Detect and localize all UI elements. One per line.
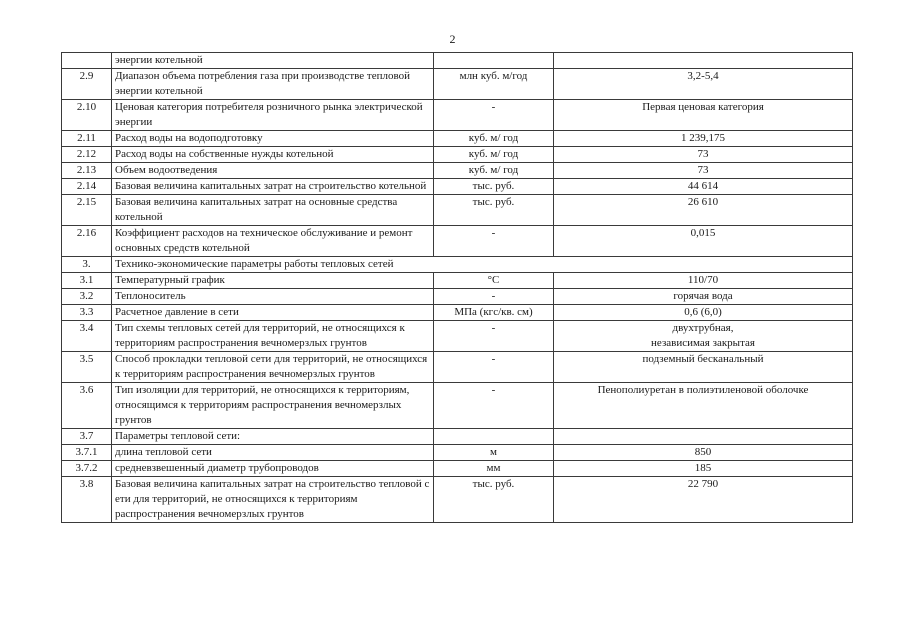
parameter-name: средневзвешенный диаметр трубопроводов — [112, 461, 434, 477]
value-cell — [554, 289, 853, 305]
parameter-name: Температурный график — [112, 273, 434, 289]
value-text: двухтрубная, — [672, 322, 734, 334]
value-cell — [554, 53, 853, 69]
row-number: 2.16 — [62, 226, 112, 257]
value-text-line2: независимая закрытая — [651, 337, 755, 349]
unit-cell: - — [434, 321, 554, 352]
value-cell — [554, 100, 853, 131]
value-cell — [554, 131, 853, 147]
value-text: 850 — [694, 446, 712, 458]
page-number: 2 — [449, 32, 456, 46]
parameter-name: Тип изоляции для территорий, не относящихся к территориям, относящимся к территориям распространения вечномерзлых грунтов — [112, 383, 434, 429]
row-number: 3.4 — [62, 321, 112, 352]
value-text: Первая ценовая категория — [642, 101, 764, 113]
value-cell — [554, 461, 853, 477]
value-text: горячая вода — [673, 290, 733, 302]
parameter-name: Ценовая категория потребителя розничного рынка электрической энергии — [112, 100, 434, 131]
row-number: 2.11 — [62, 131, 112, 147]
row-number: 2.15 — [62, 195, 112, 226]
unit-cell: - — [434, 383, 554, 429]
parameter-name: Способ прокладки тепловой сети для территорий, не относящихся к территориям распространения вечномерзлых грунтов — [112, 352, 434, 383]
table-row — [62, 100, 853, 131]
table-row — [62, 147, 853, 163]
table-row — [62, 69, 853, 100]
row-number: 3.3 — [62, 305, 112, 321]
table-body — [62, 53, 853, 523]
unit-cell — [434, 429, 554, 445]
parameter-name: Базовая величина капитальных затрат на основные средства котельной — [112, 195, 434, 226]
unit-cell: - — [434, 289, 554, 305]
value-cell — [554, 226, 853, 257]
table-row — [62, 445, 853, 461]
value-text: 1 239,175 — [681, 132, 725, 144]
parameter-name: Расход воды на собственные нужды котельной — [112, 147, 434, 163]
parameter-name: Параметры тепловой сети: — [112, 429, 434, 445]
table-row — [62, 131, 853, 147]
section-heading: Технико-экономические параметры работы тепловых сетей — [112, 257, 853, 273]
row-number: 3.2 — [62, 289, 112, 305]
table-row — [62, 383, 853, 429]
row-number: 3.7.1 — [62, 445, 112, 461]
unit-cell: тыс. руб. — [434, 179, 554, 195]
value-cell — [554, 305, 853, 321]
table-row — [62, 53, 853, 69]
unit-cell: °С — [434, 273, 554, 289]
value-text: 22 790 — [687, 478, 719, 490]
table-row — [62, 461, 853, 477]
value-cell — [554, 179, 853, 195]
table-row — [62, 321, 853, 352]
unit-cell — [434, 53, 554, 69]
value-cell — [554, 163, 853, 179]
value-cell — [554, 321, 853, 352]
value-cell — [554, 383, 853, 429]
parameter-name: Объем водоотведения — [112, 163, 434, 179]
parameter-name: Тип схемы тепловых сетей для территорий, не относящихся к территориям распространения вечномерзлых грунтов — [112, 321, 434, 352]
value-text: 0,015 — [690, 227, 716, 239]
unit-cell: млн куб. м/год — [434, 69, 554, 100]
value-text: 0,6 (6,0) — [684, 306, 722, 318]
parameter-name: Коэффициент расходов на техническое обслуживание и ремонт основных средств котельной — [112, 226, 434, 257]
table-row — [62, 352, 853, 383]
value-cell — [554, 273, 853, 289]
unit-cell: МПа (кгс/кв. см) — [434, 305, 554, 321]
row-number: 2.12 — [62, 147, 112, 163]
unit-cell: тыс. руб. — [434, 195, 554, 226]
parameter-name: длина тепловой сети — [112, 445, 434, 461]
row-number: 3.7 — [62, 429, 112, 445]
unit-cell: тыс. руб. — [434, 477, 554, 523]
parameter-name: Диапазон объема потребления газа при производстве тепловой энергии котельной — [112, 69, 434, 100]
value-cell — [554, 195, 853, 226]
unit-cell: м — [434, 445, 554, 461]
parameter-name: Базовая величина капитальных затрат на строительство тепловой с ети для территорий, не относящихся к территориям распространения вечномерзлых грунтов — [112, 477, 434, 523]
value-text: Пенополиуретан в полиэтиленовой оболочке — [597, 384, 809, 396]
table-row — [62, 163, 853, 179]
value-cell — [554, 429, 853, 445]
row-number: 3. — [62, 257, 112, 273]
row-number: 2.13 — [62, 163, 112, 179]
value-text: подземный бесканальный — [642, 353, 764, 365]
table-row — [62, 257, 853, 273]
parameter-name: энергии котельной — [112, 53, 434, 69]
table-row — [62, 179, 853, 195]
table-row — [62, 429, 853, 445]
parameter-name: Базовая величина капитальных затрат на строительство котельной — [112, 179, 434, 195]
unit-cell: куб. м/ год — [434, 147, 554, 163]
table-row — [62, 273, 853, 289]
row-number: 3.6 — [62, 383, 112, 429]
row-number: 2.10 — [62, 100, 112, 131]
value-cell — [554, 477, 853, 523]
value-cell — [554, 69, 853, 100]
value-text: 110/70 — [687, 274, 719, 286]
value-text: 73 — [697, 148, 709, 160]
parameter-name: Расход воды на водоподготовку — [112, 131, 434, 147]
value-text: 44 614 — [687, 180, 719, 192]
parameter-name: Расчетное давление в сети — [112, 305, 434, 321]
table-row — [62, 477, 853, 523]
row-number: 2.9 — [62, 69, 112, 100]
parameter-name: Теплоноситель — [112, 289, 434, 305]
unit-cell: куб. м/ год — [434, 131, 554, 147]
unit-cell: куб. м/ год — [434, 163, 554, 179]
row-number: 3.8 — [62, 477, 112, 523]
table-row — [62, 195, 853, 226]
row-number — [62, 53, 112, 69]
row-number: 3.7.2 — [62, 461, 112, 477]
unit-cell: - — [434, 100, 554, 131]
row-number: 2.14 — [62, 179, 112, 195]
table-row — [62, 226, 853, 257]
value-text: 26 610 — [687, 196, 719, 208]
table-row — [62, 289, 853, 305]
parameters-table — [61, 52, 853, 523]
value-text: 3,2-5,4 — [687, 70, 719, 82]
value-cell — [554, 445, 853, 461]
unit-cell: - — [434, 226, 554, 257]
value-text: 73 — [697, 164, 709, 176]
value-cell — [554, 352, 853, 383]
row-number: 3.5 — [62, 352, 112, 383]
unit-cell: мм — [434, 461, 554, 477]
unit-cell: - — [434, 352, 554, 383]
value-text: 185 — [694, 462, 712, 474]
table-row — [62, 305, 853, 321]
value-cell — [554, 147, 853, 163]
row-number: 3.1 — [62, 273, 112, 289]
